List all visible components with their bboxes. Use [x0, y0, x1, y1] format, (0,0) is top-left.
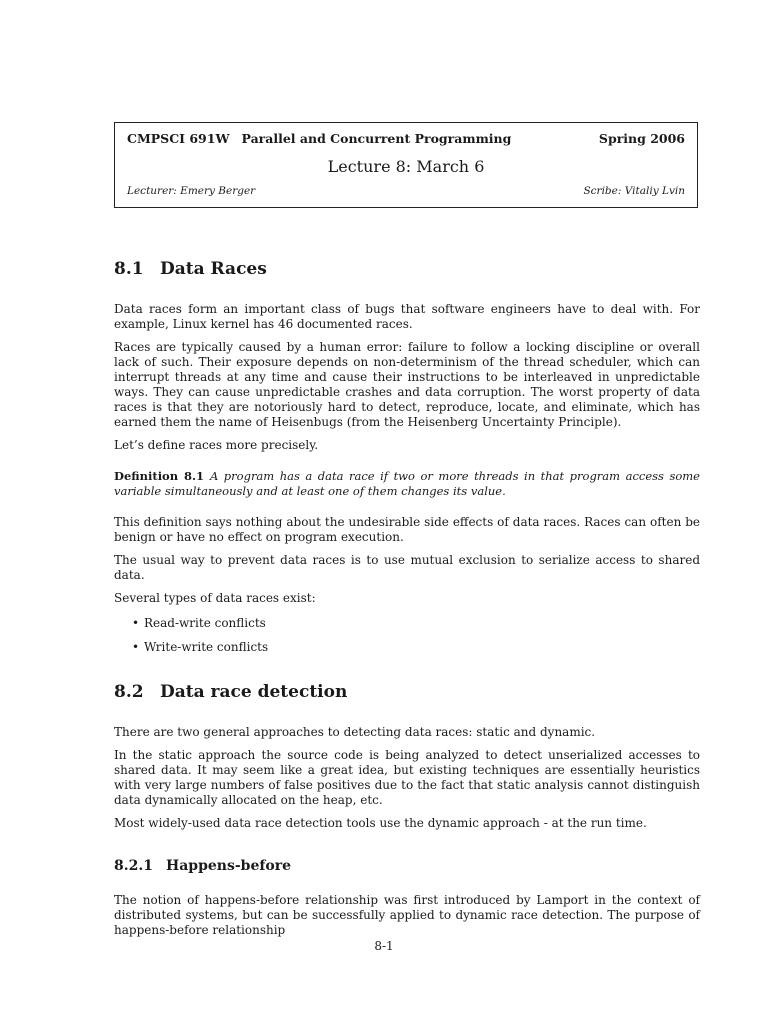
page-number: 8-1: [374, 939, 394, 953]
paragraph: Data races form an important class of bugs that software engineers have to deal with. For example, Linux kernel has 46 documented races.: [114, 302, 700, 331]
section-number: 8.1: [114, 259, 144, 279]
subsection-title: Happens-before: [166, 858, 291, 874]
paragraph: There are two general approaches to detecting data races: static and dynamic.: [114, 725, 596, 739]
subsection-number: 8.2.1: [114, 858, 153, 874]
course-code: CMPSCI 691W: [127, 131, 230, 146]
section-title: Data Races: [160, 259, 267, 279]
list-item: [132, 616, 700, 631]
list-item-text: Read-write conflicts: [144, 616, 266, 630]
definition-text: A program has a data race if two or more threads in that program access some variable simultaneously and at least one of them changes its value.: [114, 469, 700, 498]
section-heading-8-1: [114, 258, 700, 280]
list-item: [132, 640, 700, 655]
definition-label: Definition 8.1: [114, 469, 204, 483]
paragraph: The notion of happens-before relationship was first introduced by Lamport in the context of distributed systems, but can be successfully applied to dynamic race detection. The purpose of happens-before relationship: [114, 893, 700, 937]
lecture-title: Lecture 8: March 6: [327, 157, 485, 176]
course-term: Spring 2006: [598, 131, 685, 146]
definition-8-1: [114, 469, 700, 499]
paragraph: This definition says nothing about the undesirable side effects of data races. Races can often be benign or have no effect on program execution.: [114, 515, 700, 544]
subsection-heading-8-2-1: [114, 857, 700, 875]
scribe-name: Scribe: Vitaliy Lvin: [583, 185, 685, 197]
paragraph: The usual way to prevent data races is to use mutual exclusion to serialize access to shared data.: [114, 553, 700, 582]
document-body: [114, 258, 700, 946]
paragraph: Let’s define races more precisely.: [114, 438, 319, 452]
lecturer-name: Lecturer: Emery Berger: [127, 185, 256, 197]
bullet-icon: •: [132, 616, 140, 630]
list-item-text: Write-write conflicts: [144, 640, 269, 654]
section-heading-8-2: [114, 681, 700, 703]
course-info: [127, 131, 511, 146]
header-row-people: [127, 185, 685, 197]
paragraph: Races are typically caused by a human error: failure to follow a locking discipline or overall lack of such. Their exposure depends on non-determinism of the thread scheduler, which can interrupt threads at any time and cause their instructions to be interleaved in unpredictable ways. They can cause unpredictable crashes and data corruption. The worst property of data races is that they are notoriously hard to detect, reproduce, locate, and eliminate, which has earned them the name of Heisenbugs (from the Heisenberg Uncertainty Principle).: [114, 340, 700, 429]
section-number: 8.2: [114, 682, 144, 702]
lecture-header-box: [114, 122, 698, 208]
race-types-list: [114, 616, 700, 655]
paragraph: In the static approach the source code is being analyzed to detect unserialized accesses to shared data. It may seem like a great idea, but existing techniques are essentially heuristics with very large numbers of false positives due to the fact that static analysis cannot distinguish data dynamically allocated on the heap, etc.: [114, 748, 700, 807]
header-row-course: [127, 131, 685, 146]
course-name: Parallel and Concurrent Programming: [241, 131, 512, 146]
paragraph: Most widely-used data race detection tools use the dynamic approach - at the run time.: [114, 816, 647, 830]
section-title: Data race detection: [160, 682, 348, 702]
bullet-icon: •: [132, 640, 140, 654]
paragraph: Several types of data races exist:: [114, 591, 316, 605]
